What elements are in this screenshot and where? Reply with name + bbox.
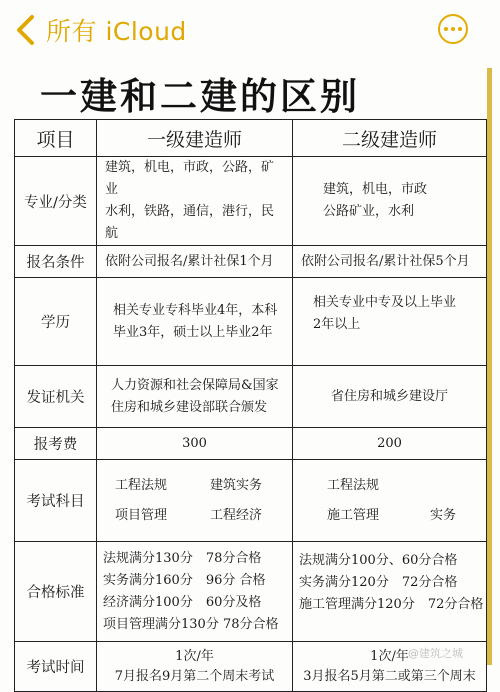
level2-cell: 相关专业中专及以上毕业 2年以上 (293, 278, 487, 366)
top-nav-bar (0, 0, 500, 62)
chevron-left-icon (10, 12, 44, 48)
row-label: 专业/分类 (15, 157, 97, 246)
row-label: 考试科目 (15, 460, 97, 542)
watermark: @建筑之城 (408, 647, 463, 660)
table-row (15, 366, 487, 428)
more-options-button[interactable] (438, 14, 468, 44)
level1-cell: 1次/年 7月报名9月第二个周末考试 (97, 642, 293, 692)
table-row (15, 157, 487, 246)
header-level1: 一级建造师 (97, 120, 293, 157)
row-label: 报名条件 (15, 246, 97, 278)
table-row (15, 428, 487, 460)
table-header-row (15, 120, 487, 157)
level1-cell: 人力资源和社会保障局&国家 住房和城乡建设部联合颁发 (97, 366, 293, 428)
level1-cell: 依附公司报名/累计社保1个月 (97, 246, 293, 278)
level1-cell: 相关专业专科毕业4年，本科 毕业3年，硕士以上毕业2年 (97, 278, 293, 366)
level1-cell: 法规满分130分 78分合格 实务满分160分 96分 合格 经济满分100分 60分及格 项目管理满分130分 78分合格 (97, 542, 293, 642)
row-label: 合格标准 (15, 542, 97, 642)
row-label: 发证机关 (15, 366, 97, 428)
level1-cell: 300 (97, 428, 293, 460)
page-title: 一建和二建的区别 (40, 75, 360, 118)
level2-cell: 法规满分100分、60分合格 实务满分120分 72分合格 施工管理满分120分 72分合格 (293, 542, 487, 642)
back-button[interactable] (10, 12, 187, 48)
row-label: 报考费 (15, 428, 97, 460)
more-icon (444, 27, 448, 31)
table-row (15, 278, 487, 366)
level2-cell: 工程法规 施工管理 实务 (293, 460, 487, 542)
level2-cell: 200 (293, 428, 487, 460)
image-edge-strip (487, 68, 492, 665)
back-label: 所有 iCloud (46, 17, 187, 46)
level1-cell: 建筑，机电，市政，公路，矿业 水利，铁路，通信，港行，民航 (97, 157, 293, 246)
level2-cell: 1次/年 3月报名5月第二或第三个周末 (293, 642, 487, 692)
row-label: 考试时间 (15, 642, 97, 692)
level2-cell: 依附公司报名/累计社保5个月 (293, 246, 487, 278)
level2-cell: 省住房和城乡建设厅 (293, 366, 487, 428)
header-item: 项目 (15, 120, 97, 157)
level2-cell: 建筑，机电，市政 公路矿业，水利 (293, 157, 487, 246)
table-row (15, 460, 487, 542)
table-row (15, 542, 487, 642)
table-row (15, 246, 487, 278)
comparison-table (14, 119, 487, 692)
header-level2: 二级建造师 (293, 120, 487, 157)
row-label: 学历 (15, 278, 97, 366)
level1-cell: 工程法规 建筑实务 项目管理 工程经济 (97, 460, 293, 542)
